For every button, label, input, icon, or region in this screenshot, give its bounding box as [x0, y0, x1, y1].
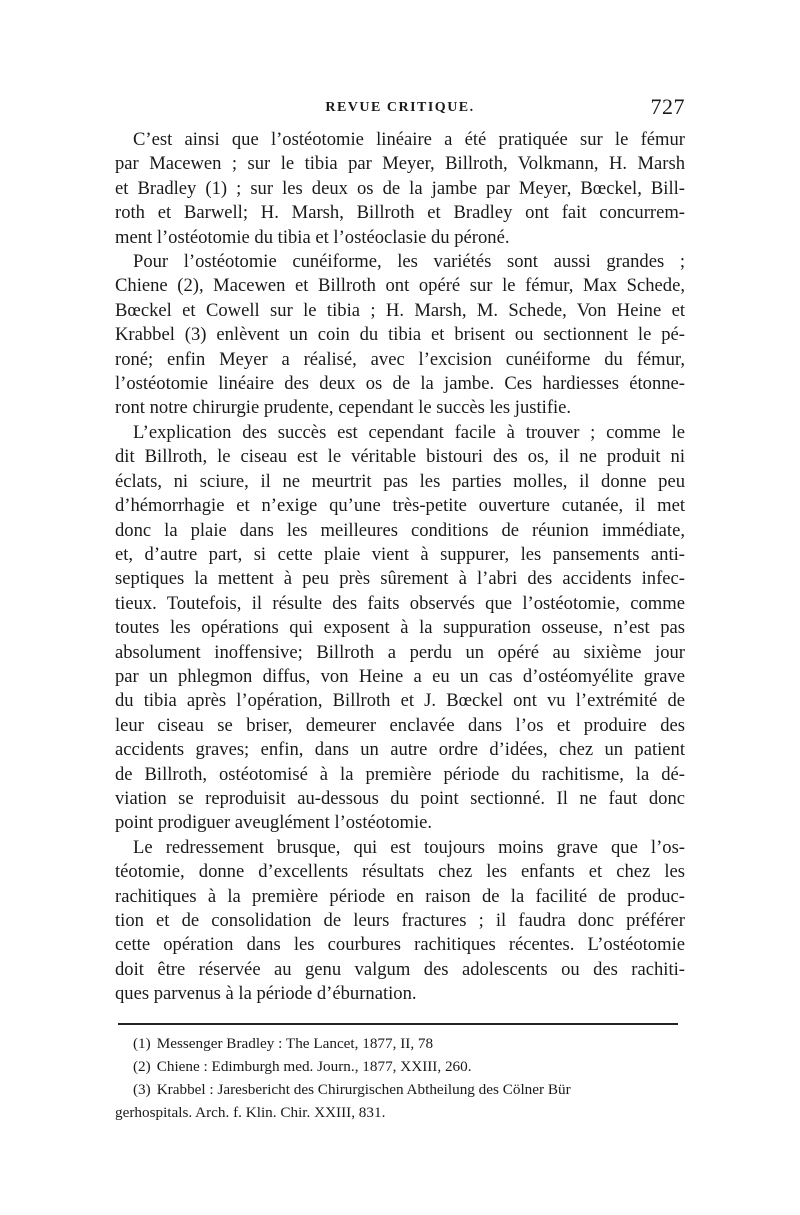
- text-line: donc la plaie dans les meilleures conditions de réunion immédiate,: [115, 519, 685, 541]
- text-line: d’hémorrhagie et n’exige qu’une très-petite ouverture cutanée, il met: [115, 495, 685, 517]
- text-line: et Bradley (1) ; sur les deux os de la jambe par Meyer, Bœckel, Bill-: [115, 177, 685, 199]
- body-text: [115, 128, 685, 1007]
- text-line: cette opération dans les courbures rachitiques récentes. L’ostéotomie: [115, 934, 685, 956]
- text-line: septiques la mettent à peu près sûrement à l’abri des accidents infec-: [115, 568, 685, 590]
- footnote-rule: [118, 1023, 678, 1025]
- text-line: dit Billroth, le ciseau est le véritable bistouri des os, il ne produit ni: [115, 446, 685, 468]
- text-line: ment l’ostéotomie du tibia et l’ostéoclasie du péroné.: [115, 226, 510, 248]
- text-line: de Billroth, ostéotomisé à la première période du rachitisme, la dé-: [115, 763, 685, 785]
- text-line: viation se reproduisit au-dessous du point sectionné. Il ne faut donc: [115, 787, 685, 809]
- text-line: Chiene (2), Macewen et Billroth ont opéré sur le fémur, Max Schede,: [115, 275, 685, 297]
- text-line: roth et Barwell; H. Marsh, Billroth et Bradley ont fait concurrem-: [115, 202, 685, 224]
- text-line: tion et de consolidation de leurs fractures ; il faudra donc préférer: [115, 910, 685, 931]
- running-head: [115, 94, 685, 124]
- footnote-3: [115, 1078, 680, 1101]
- text-line: absolument inoffensive; Billroth a perdu un opéré au sixième jour: [115, 641, 685, 663]
- text-line: ques parvenus à la période d’éburnation.: [115, 983, 417, 1005]
- text-line: point prodiguer aveuglément l’ostéotomie.: [115, 812, 433, 834]
- text-line: Le redressement brusque, qui est toujours moins grave que l’os-: [133, 836, 685, 858]
- text-line: téotomie, donne d’excellents résultats chez les enfants et chez les: [115, 861, 685, 883]
- footnote-1: [115, 1032, 680, 1055]
- text-line: tieux. Toutefois, il résulte des faits observés que l’ostéotomie, comme: [115, 592, 685, 614]
- text-line: l’ostéotomie linéaire des deux os de la jambe. Ces hardiesses étonne-: [115, 373, 685, 395]
- paragraph-3: [115, 421, 685, 836]
- text-line: Bœckel et Cowell sur le tibia ; H. Marsh, M. Schede, Von Heine et: [115, 299, 685, 321]
- text-line: L’explication des succès est cependant facile à trouver ; comme le: [133, 421, 685, 443]
- footnote-3-continuation: gerhospitals. Arch. f. Klin. Chir. XXIII, 831.: [115, 1104, 386, 1121]
- text-line: roné; enfin Meyer a réalisé, avec l’excision cunéiforme du fémur,: [115, 348, 685, 370]
- paragraph-4: [115, 836, 685, 1007]
- text-line: du tibia après l’opération, Billroth et J. Bœckel ont vu l’extrémité de: [115, 690, 685, 712]
- footnote-2: [115, 1055, 680, 1078]
- page-number: 727: [650, 94, 685, 119]
- text-line: toutes les opérations qui exposent à la suppuration osseuse, n’est pas: [115, 617, 685, 639]
- text-line: Krabbel (3) enlèvent un coin du tibia et brisent ou sectionnent le pé-: [115, 324, 685, 346]
- footnote-text: Chiene : Edimburgh med. Journ., 1877, XXIII, 260.: [156, 1058, 472, 1075]
- paragraph-2: [115, 250, 685, 421]
- paragraph-1: [115, 128, 685, 250]
- text-line: par Macewen ; sur le tibia par Meyer, Billroth, Volkmann, H. Marsh: [115, 153, 685, 175]
- text-line: par un phlegmon diffus, von Heine a eu un cas d’ostéomyélite grave: [115, 665, 685, 687]
- footnote-number: (1): [133, 1035, 151, 1052]
- footnotes: [115, 1032, 680, 1124]
- running-title: REVUE CRITIQUE.: [325, 100, 475, 115]
- footnote-text: Krabbel : Jaresbericht des Chirurgischen Abtheilung des Cölner Bür: [156, 1081, 571, 1098]
- text-line: ront notre chirurgie prudente, cependant le succès les justifie.: [115, 397, 572, 419]
- text-line: accidents graves; enfin, dans un autre ordre d’idées, chez un patient: [115, 739, 685, 761]
- text-line: éclats, ni sciure, il ne meurtrit pas les parties molles, il donne peu: [115, 470, 685, 492]
- text-line: leur ciseau se briser, demeurer enclavée dans l’os et produire des: [115, 714, 685, 736]
- text-line: doit être réservée au genu valgum des adolescents ou des rachiti-: [115, 958, 685, 980]
- text-line: rachitiques à la première période en raison de la facilité de produc-: [115, 885, 685, 907]
- text-line: Pour l’ostéotomie cunéiforme, les variétés sont aussi grandes ;: [133, 251, 685, 273]
- footnote-text: Messenger Bradley : The Lancet, 1877, II, 78: [156, 1035, 434, 1052]
- footnote-number: (3): [133, 1081, 151, 1098]
- footnote-number: (2): [133, 1058, 151, 1075]
- text-line: et, d’autre part, si cette plaie vient à suppurer, les pansements anti-: [115, 543, 685, 565]
- text-line: C’est ainsi que l’ostéotomie linéaire a été pratiquée sur le fémur: [133, 129, 685, 150]
